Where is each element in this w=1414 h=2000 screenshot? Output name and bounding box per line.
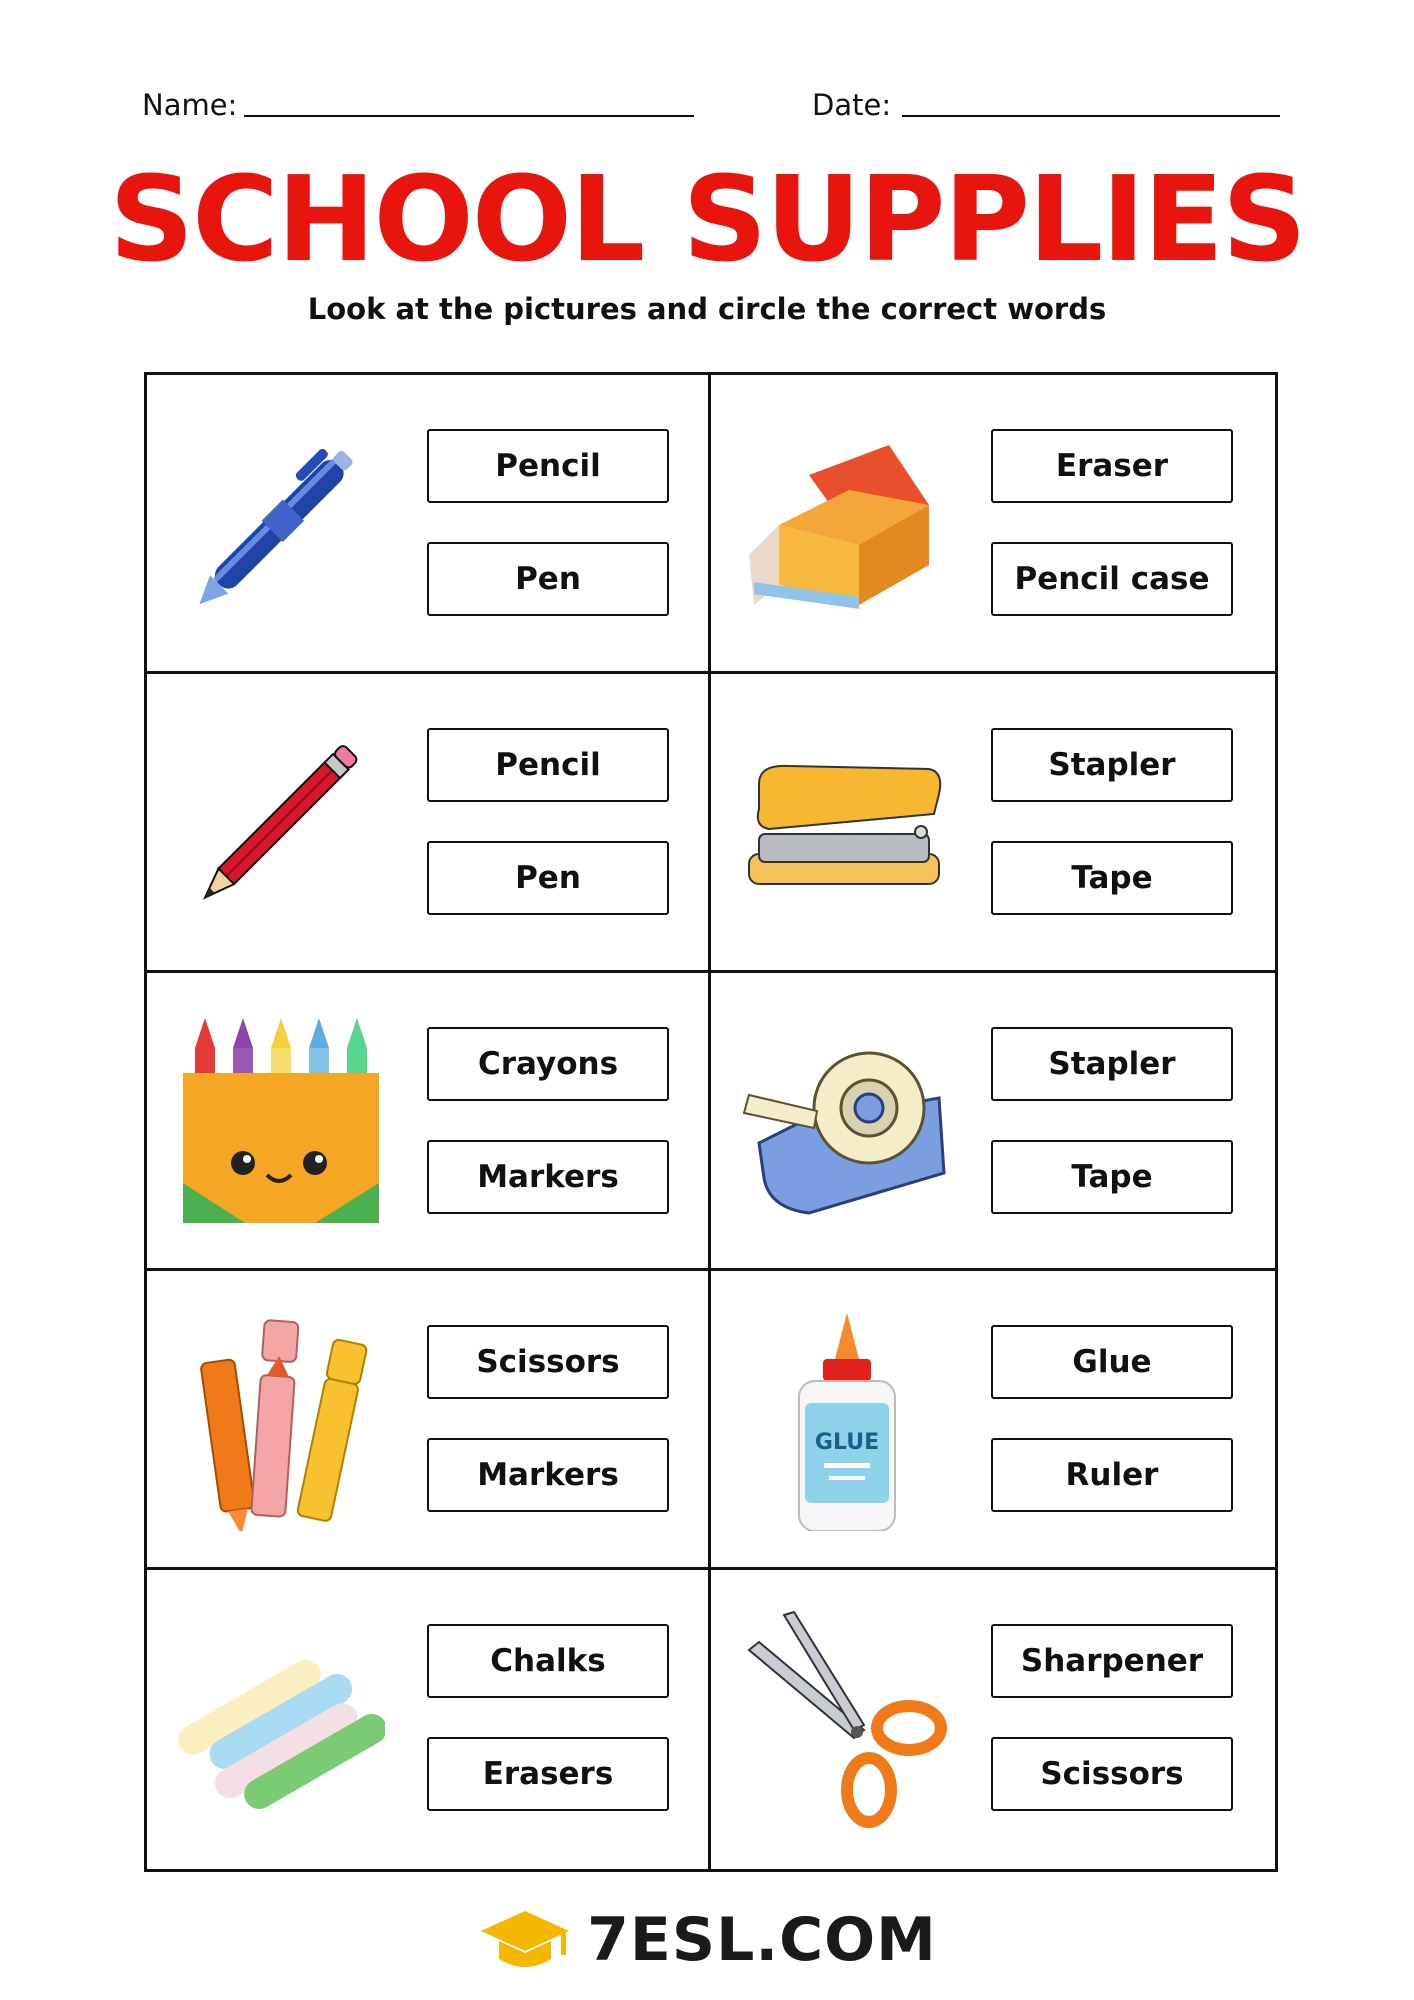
exercise-cell: [711, 1271, 1275, 1570]
option-stapler[interactable]: Stapler: [991, 728, 1233, 802]
glue-bottle-icon: [739, 1311, 949, 1531]
pencil-icon: [175, 714, 385, 934]
option-sharpener[interactable]: Sharpener: [991, 1624, 1233, 1698]
brand-logo: [0, 1905, 1414, 1975]
exercise-grid: [144, 372, 1278, 1872]
exercise-cell: [711, 375, 1275, 674]
option-pen[interactable]: Pen: [427, 841, 669, 915]
option-markers[interactable]: Markers: [427, 1140, 669, 1214]
date-label: Date:: [812, 88, 892, 122]
exercise-cell: [147, 375, 711, 674]
page-title: SCHOOL SUPPLIES: [109, 150, 1305, 288]
scissors-icon: [739, 1610, 949, 1830]
option-chalks[interactable]: Chalks: [427, 1624, 669, 1698]
option-pencil[interactable]: Pencil: [427, 728, 669, 802]
option-tape[interactable]: Tape: [991, 841, 1233, 915]
option-tape[interactable]: Tape: [991, 1140, 1233, 1214]
option-stapler[interactable]: Stapler: [991, 1027, 1233, 1101]
exercise-cell: [711, 1570, 1275, 1869]
option-scissors[interactable]: Scissors: [427, 1325, 669, 1399]
date-field[interactable]: [902, 115, 1280, 117]
option-pen[interactable]: Pen: [427, 542, 669, 616]
option-ruler[interactable]: Ruler: [991, 1438, 1233, 1512]
instruction-text: Look at the pictures and circle the correct words: [307, 292, 1107, 326]
option-erasers[interactable]: Erasers: [427, 1737, 669, 1811]
tape-dispenser-icon: [739, 1013, 949, 1233]
option-markers[interactable]: Markers: [427, 1438, 669, 1512]
name-field[interactable]: [244, 115, 694, 117]
brand-text: 7ESL.COM: [587, 1905, 937, 1975]
glue-label-text: GLUE: [814, 1430, 880, 1456]
option-crayons[interactable]: Crayons: [427, 1027, 669, 1101]
crayons-icon: [175, 1013, 385, 1233]
exercise-cell: [147, 973, 711, 1272]
option-glue[interactable]: Glue: [991, 1325, 1233, 1399]
pen-icon: [175, 415, 385, 635]
exercise-cell: [147, 674, 711, 973]
stapler-icon: [739, 714, 949, 934]
exercise-cell: [147, 1271, 711, 1570]
option-eraser[interactable]: Eraser: [991, 429, 1233, 503]
chalks-icon: [175, 1610, 385, 1830]
option-pencil-case[interactable]: Pencil case: [991, 542, 1233, 616]
exercise-cell: [147, 1570, 711, 1869]
exercise-cell: [711, 973, 1275, 1272]
option-scissors[interactable]: Scissors: [991, 1737, 1233, 1811]
name-label: Name:: [142, 88, 238, 122]
eraser-icon: [739, 415, 949, 635]
exercise-cell: [711, 674, 1275, 973]
markers-icon: [175, 1311, 385, 1531]
graduation-cap-icon: [477, 1905, 573, 1975]
option-pencil[interactable]: Pencil: [427, 429, 669, 503]
